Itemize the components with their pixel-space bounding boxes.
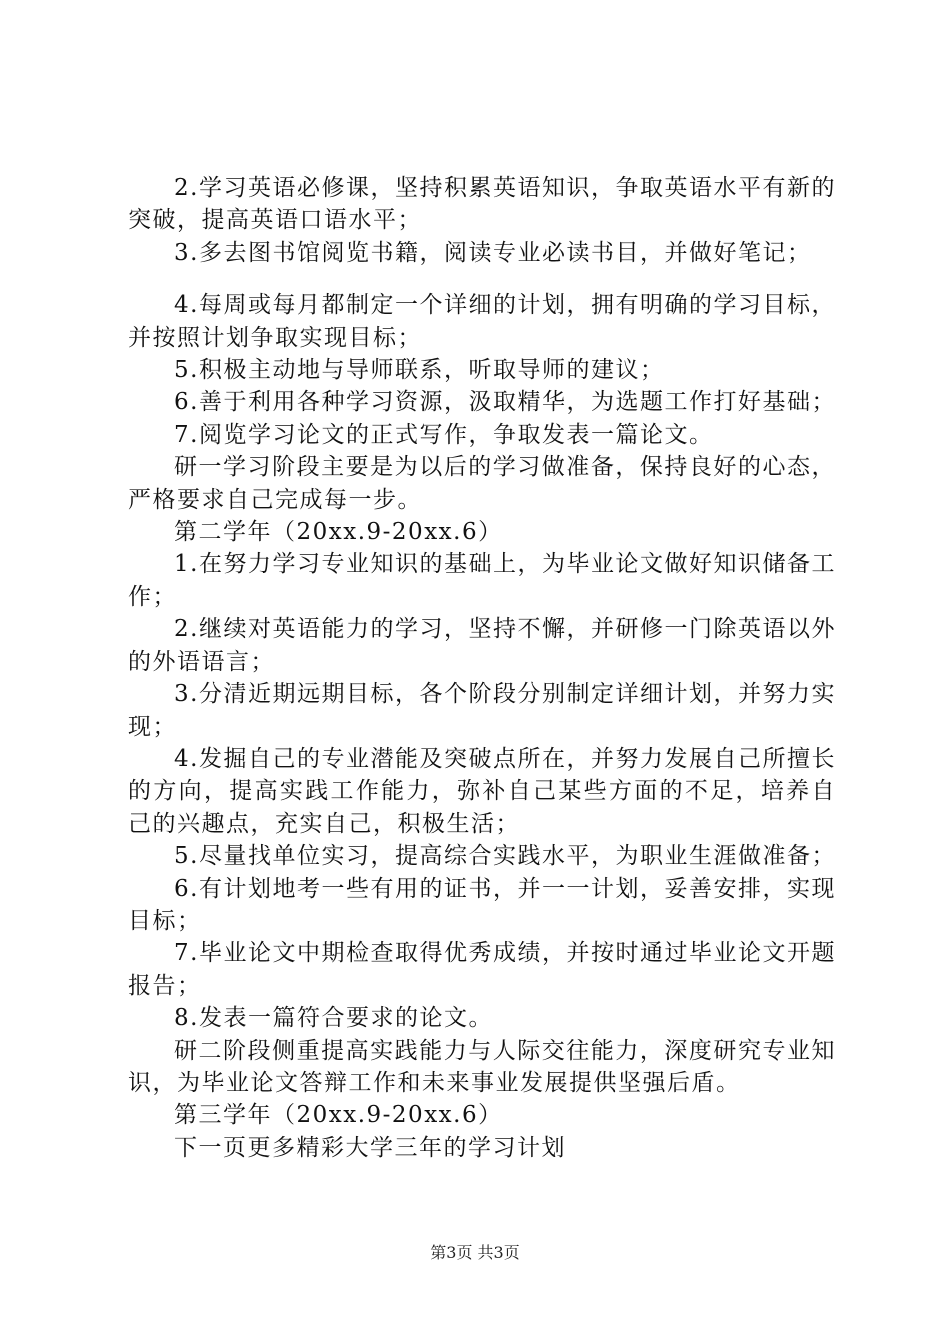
paragraph-midterm-check: 7.毕业论文中期检查取得优秀成绩，并按时通过毕业论文开题报告； — [128, 940, 836, 999]
paragraph-certificates: 6.有计划地考一些有用的证书，并一一计划，妥善安排，实现目标； — [128, 875, 836, 934]
heading-third-year: 第三学年（20xx.9-20xx.6） — [174, 1102, 503, 1129]
paragraph-foreign-language: 2.继续对英语能力的学习，坚持不懈，并研修一门除英语以外的外语语言； — [128, 616, 836, 675]
document-body — [128, 172, 836, 1164]
paragraph-paper-writing: 7.阅览学习论文的正式写作，争取发表一篇论文。 — [174, 421, 714, 448]
paragraph-publish-paper: 8.发表一篇符合要求的论文。 — [174, 1005, 493, 1032]
paragraph-internship: 5.尽量找单位实习，提高综合实践水平，为职业生涯做准备； — [174, 843, 836, 870]
paragraph-second-year-summary: 研二阶段侧重提高实践能力与人际交往能力，深度研究专业知识，为毕业论文答辩工作和未来事业发展提供坚强后盾。 — [128, 1037, 836, 1096]
paragraph-goals: 3.分清近期远期目标，各个阶段分别制定详细计划，并努力实现； — [128, 681, 836, 740]
paragraph-english-course: 2.学习英语必修课，坚持积累英语知识，争取英语水平有新的突破，提高英语口语水平； — [128, 175, 836, 234]
paragraph-learning-resources: 6.善于利用各种学习资源，汲取精华，为选题工作打好基础； — [174, 389, 836, 416]
paragraph-first-year-summary: 研一学习阶段主要是为以后的学习做准备，保持良好的心态，严格要求自己完成每一步。 — [128, 454, 836, 513]
paragraph-next-page-note: 下一页更多精彩大学三年的学习计划 — [174, 1134, 566, 1161]
heading-second-year: 第二学年（20xx.9-20xx.6） — [174, 519, 503, 546]
paragraph-thesis-preparation: 1.在努力学习专业知识的基础上，为毕业论文做好知识储备工作； — [128, 551, 836, 610]
paragraph-potential: 4.发掘自己的专业潜能及突破点所在，并努力发展自己所擅长的方向，提高实践工作能力，弥补自己某些方面的不足，培养自己的兴趣点，充实自己，积极生活； — [128, 745, 836, 837]
paragraph-weekly-plan: 4.每周或每月都制定一个详细的计划，拥有明确的学习目标，并按照计划争取实现目标； — [128, 292, 836, 351]
paragraph-library-reading: 3.多去图书馆阅览书籍，阅读专业必读书目，并做好笔记； — [174, 239, 812, 266]
page-footer: 第3页 共3页 — [430, 1243, 520, 1262]
paragraph-contact-advisor: 5.积极主动地与导师联系，听取导师的建议； — [174, 357, 665, 384]
